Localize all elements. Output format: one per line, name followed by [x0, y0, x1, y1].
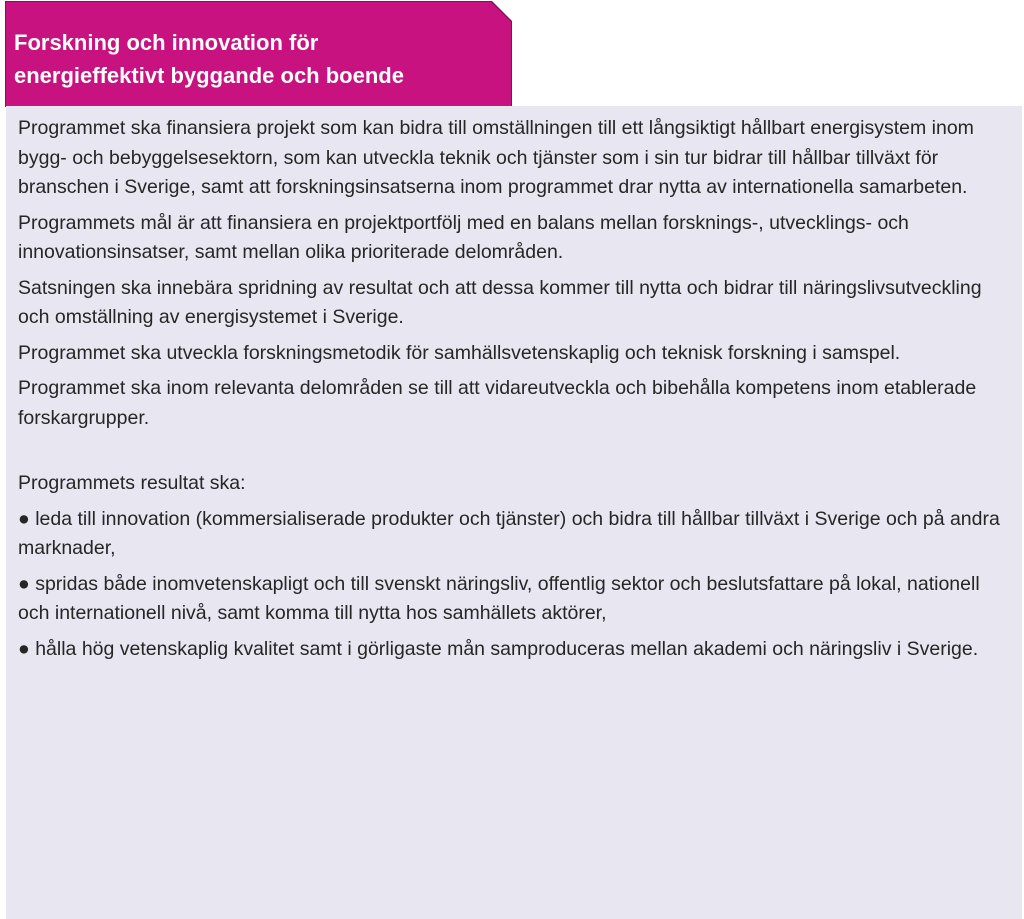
page-title-line-2: energieffektivt byggande och boende [14, 63, 404, 88]
page-title-line-1: Forskning och innovation för [14, 30, 319, 55]
paragraph-2: Programmets mål är att finansiera en projektportfölj med en balans mellan forsknings-, utvecklings- och innovationsinsatser, samt mellan olika prioriterade delområden. [18, 211, 909, 263]
spacer [18, 439, 1014, 469]
content-body [18, 114, 1014, 670]
paragraph-3: Satsningen ska innebära spridning av resultat och att dessa kommer till nytta och bidrar till näringslivsutveckling och omställning av energisystemet i Sverige. [18, 276, 982, 328]
page-title [14, 26, 404, 92]
bullet-item-3: ● hålla hög vetenskaplig kvalitet samt i görligaste mån samproduceras mellan akademi och näringsliv i Sverige. [18, 637, 979, 660]
paragraph-4: Programmet ska utveckla forskningsmetodik för samhällsvetenskaplig och teknisk forskning i samspel. [18, 341, 901, 364]
paragraph-5: Programmet ska inom relevanta delområden se till att vidareutveckla och bibehålla kompetens inom etablerade forskargrupper. [18, 377, 977, 429]
results-heading: Programmets resultat ska: [18, 472, 246, 494]
bullet-item-1: ● leda till innovation (kommersialiserade produkter och tjänster) och bidra till hållbar tillväxt i Sverige och på andra marknader, [18, 507, 1000, 559]
paragraph-1: Programmet ska finansiera projekt som kan bidra till omställningen till ett långsiktigt hållbart energisystem inom bygg- och bebyggelsesektorn, som kan utveckla teknik och tjänster som i sin tur bidrar till hållbar tillväxt för branschen i Sverige, samt att forskningsinsatserna inom programmet drar nytta av internationella samarbeten. [18, 117, 974, 198]
bullet-item-2: ● spridas både inomvetenskapligt och till svenskt näringsliv, offentlig sektor och beslutsfattare på lokal, nationell och internationell nivå, samt komma till nytta hos samhällets aktörer, [18, 572, 980, 624]
content-panel [6, 106, 1022, 919]
